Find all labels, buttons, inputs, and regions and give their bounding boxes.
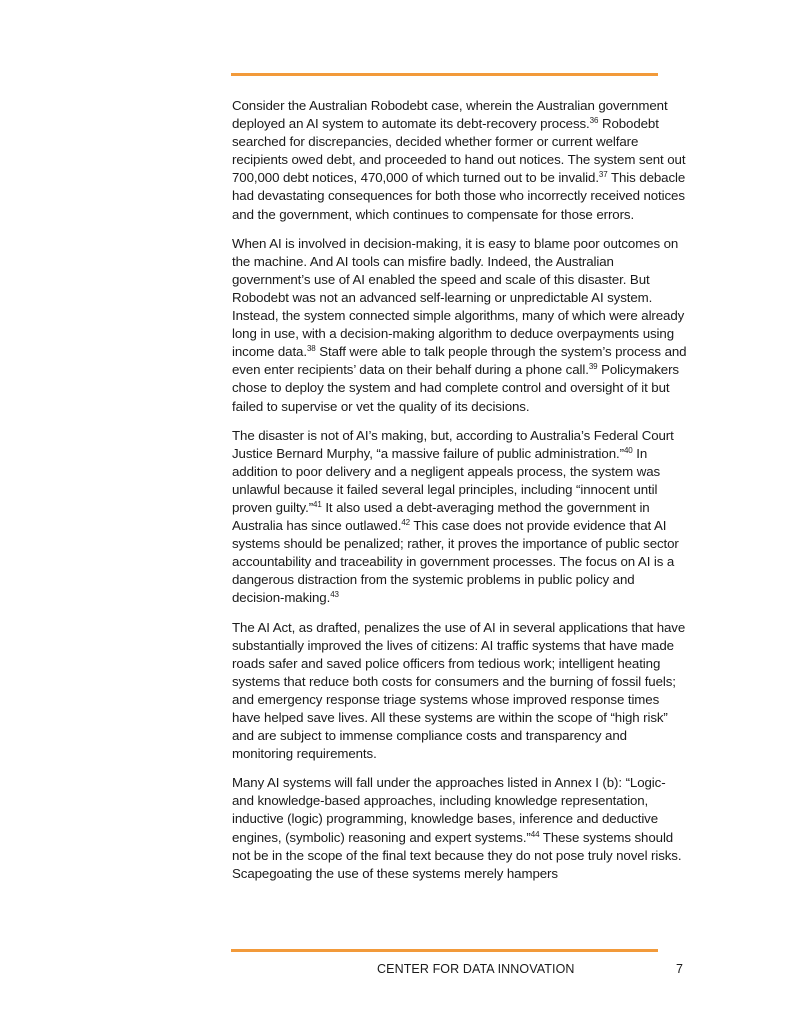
- paragraph-annex-approaches: [232, 774, 687, 883]
- footnote-ref[interactable]: 38: [306, 344, 316, 354]
- footnote-ref[interactable]: 43: [330, 590, 339, 600]
- paragraph-ai-act-penalizes: [232, 619, 687, 764]
- text-run: Robodebt searched for discrepancies, decided whether former or current welfare recipients owed debt, and proceeded to hand out notices. The system sent out 700,000 debt notices, 470,000 of which turned out to be invalid.: [232, 116, 686, 186]
- text-run: Many AI systems will fall under the approaches listed in Annex I (b): “Logic- and knowledge-based approaches, including knowledge representation, inductive (logic) programming, knowledge bases, inference and deductive engines, (symbolic) reasoning and expert systems.”: [232, 775, 666, 845]
- text-run: The disaster is not of AI’s making, but, according to Australia’s Federal Court Justice Bernard Murphy, “a massive failure of public administration.”: [232, 427, 674, 461]
- text-run: This debacle had devastating consequences for both those who incorrectly received notices and the government, which continues to compensate for those errors.: [232, 170, 686, 222]
- paragraph-administrative-failure: [232, 427, 687, 608]
- text-run: When AI is involved in decision-making, it is easy to blame poor outcomes on the machine. And AI tools can misfire badly. Indeed, the Australian government’s use of AI enabled the speed and scale of this disaster. But Robodebt was not an advanced self-learning or unpredictable AI system. Instead, the system connected simple algorithms, many of which were already long in use, with a decision-making algorithm to deduce overpayments using income data.: [232, 235, 685, 360]
- text-run: In addition to poor delivery and a negligent appeals process, the system was unlawful because it failed several legal principles, including “innocent until proven guilty.”: [232, 445, 661, 515]
- footer-rule: [231, 949, 658, 952]
- text-run: Consider the Australian Robodebt case, wherein the Australian government deployed an AI system to automate its debt-recovery process.: [232, 98, 668, 132]
- text-run: It also used a debt-averaging method the government in Australia has since outlawed.: [232, 499, 650, 534]
- body-text: [232, 97, 687, 894]
- text-run: Policymakers chose to deploy the system and had complete control and oversight of it but failed to supervise or vet the quality of its decisions.: [232, 362, 679, 414]
- paragraph-blame-machine: [232, 235, 687, 416]
- footnote-ref[interactable]: 39: [588, 362, 598, 372]
- footnote-ref[interactable]: 41: [313, 499, 322, 509]
- footer-organization: CENTER FOR DATA INNOVATION: [377, 962, 575, 976]
- footnote-ref[interactable]: 37: [598, 170, 608, 180]
- text-run: Staff were able to talk people through the system’s process and even enter recipients’ data on their behalf during a phone call.: [232, 344, 687, 378]
- text-run: The AI Act, as drafted, penalizes the use of AI in several applications that have substantially improved the lives of citizens: AI traffic systems that have made roads safer and saved police officers from tedious work; intelligent heating systems that reduce both costs for consumers and the burning of fossil fuels; and emergency response triage systems whose improved response times have helped save lives. All these systems are within the scope of “high risk” and are subject to immense compliance costs and transparency and monitoring requirements.: [232, 619, 686, 762]
- paragraph-robodebt-case: [232, 97, 687, 224]
- text-run: This case does not provide evidence that AI systems should be penalized; rather, it proves the importance of public sector accountability and traceability in government processes. The focus on AI is a dangerous distraction from the systemic problems in public policy and decision-making.: [232, 518, 679, 606]
- text-run: These systems should not be in the scope of the final text because they do not pose truly novel risks. Scapegoating the use of these systems merely hampers: [232, 829, 682, 881]
- footnote-ref[interactable]: 42: [401, 518, 411, 528]
- page-number: 7: [676, 962, 683, 976]
- footnote-ref[interactable]: 44: [530, 829, 540, 839]
- footnote-ref[interactable]: 36: [589, 116, 599, 126]
- header-rule: [231, 73, 658, 76]
- footnote-ref[interactable]: 40: [623, 445, 633, 455]
